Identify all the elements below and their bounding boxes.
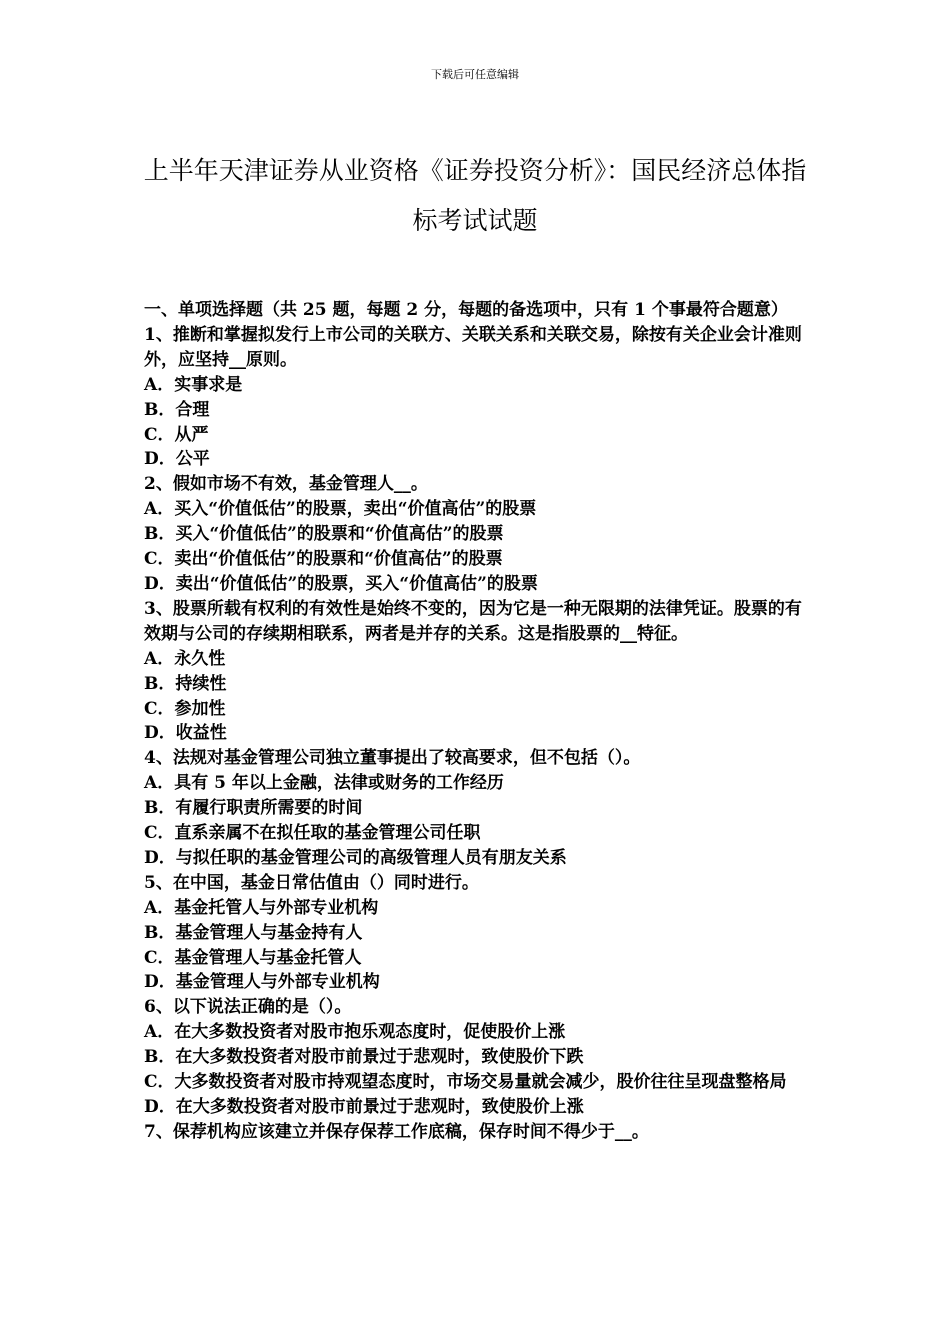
exam-content xyxy=(144,298,809,1145)
header-note: 下载后可任意编辑 xyxy=(431,68,519,81)
question-6 xyxy=(144,995,809,1120)
option-a: A．基金托管人与外部专业机构 xyxy=(144,897,379,918)
option-b: B．合理 xyxy=(144,399,210,420)
option-d: D．卖出“价值低估”的股票，买入“价值高估”的股票 xyxy=(144,573,538,594)
question-7 xyxy=(144,1120,809,1145)
option-b: B．持续性 xyxy=(144,673,227,694)
question-3 xyxy=(144,597,809,746)
option-a: A．在大多数投资者对股市抱乐观态度时，促使股价上涨 xyxy=(144,1022,566,1043)
option-a: A．具有 5 年以上金融，法律或财务的工作经历 xyxy=(144,773,504,794)
option-c: C．大多数投资者对股市持观望态度时，市场交易量就会减少，股价往往呈现盘整格局 xyxy=(144,1072,787,1093)
question-stem: 3、股票所载有权利的有效性是始终不变的，因为它是一种无限期的法律凭证。股票的有效期与公司的存续期相联系，两者是并存的关系。这是指股票的__特征。 xyxy=(144,598,802,644)
option-c: C．参加性 xyxy=(144,698,226,719)
option-c: C．直系亲属不在拟任取的基金管理公司任职 xyxy=(144,823,481,844)
option-b: B．基金管理人与基金持有人 xyxy=(144,922,363,943)
option-a: A．永久性 xyxy=(144,648,226,669)
question-stem: 6、以下说法正确的是（）。 xyxy=(144,997,352,1018)
option-b: B．买入“价值低估”的股票和“价值高估”的股票 xyxy=(144,524,504,545)
question-stem: 2、假如市场不有效，基金管理人__。 xyxy=(144,474,428,495)
option-b: B．有履行职责所需要的时间 xyxy=(144,798,363,819)
option-d: D．与拟任职的基金管理公司的高级管理人员有朋友关系 xyxy=(144,847,567,868)
question-2 xyxy=(144,472,809,597)
option-c: C．卖出“价值低估”的股票和“价值高估”的股票 xyxy=(144,549,503,570)
question-5 xyxy=(144,871,809,996)
option-d: D．在大多数投资者对股市前景过于悲观时，致使股价上涨 xyxy=(144,1097,584,1117)
section-heading: 一、单项选择题（共 25 题，每题 2 分，每题的备选项中，只有 1 个事最符合题意） xyxy=(144,300,788,320)
option-c: C．从严 xyxy=(144,424,209,445)
option-a: A．实事求是 xyxy=(144,374,243,395)
question-4 xyxy=(144,746,809,871)
question-1 xyxy=(144,323,809,472)
question-stem: 1、推断和掌握拟发行上市公司的关联方、关联关系和关联交易，除按有关企业会计准则外，应坚持__原则。 xyxy=(144,324,802,370)
page-title: 上半年天津证券从业资格《证券投资分析》：国民经济总体指标考试试题 xyxy=(143,156,807,235)
option-d: D．公平 xyxy=(144,449,210,470)
question-stem: 5、在中国，基金日常估值由（）同时进行。 xyxy=(144,872,479,893)
option-d: D．基金管理人与外部专业机构 xyxy=(144,972,380,993)
question-stem: 4、法规对基金管理公司独立董事提出了较高要求，但不包括（）。 xyxy=(144,748,641,769)
option-c: C．基金管理人与基金托管人 xyxy=(144,947,362,968)
option-d: D．收益性 xyxy=(144,723,227,744)
option-a: A．买入“价值低估”的股票，卖出“价值高估”的股票 xyxy=(144,499,537,520)
option-b: B．在大多数投资者对股市前景过于悲观时，致使股价下跌 xyxy=(144,1047,584,1068)
question-stem: 7、保荐机构应该建立并保存保荐工作底稿，保存时间不得少于__。 xyxy=(144,1121,649,1142)
